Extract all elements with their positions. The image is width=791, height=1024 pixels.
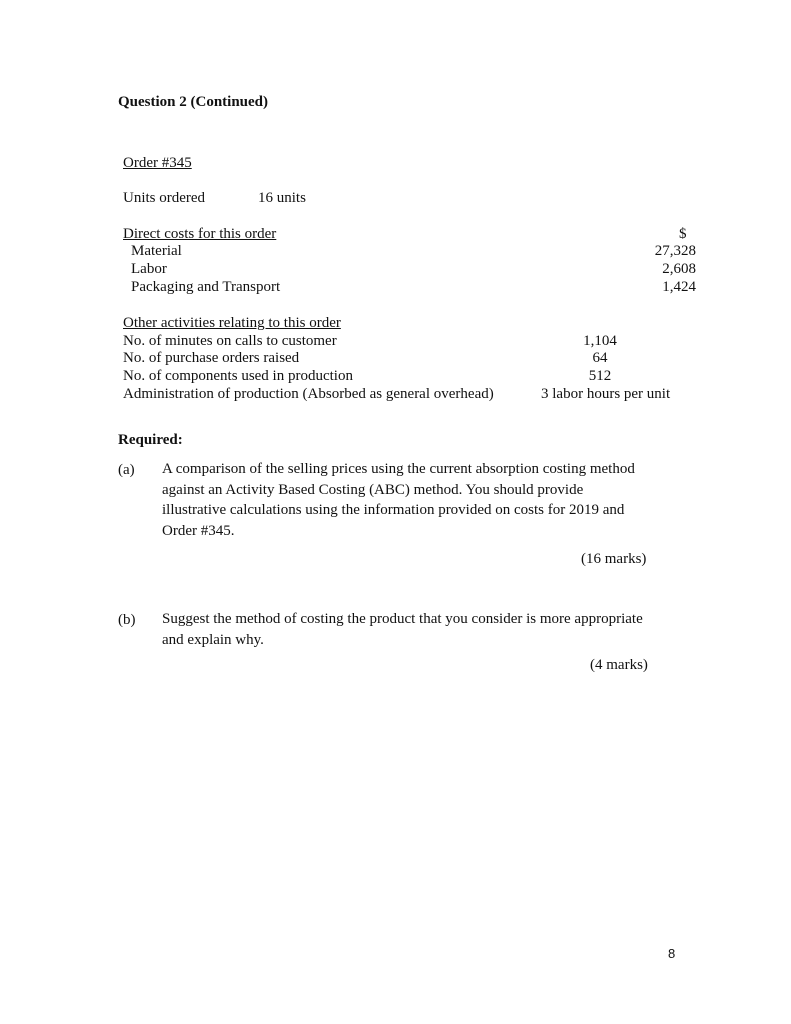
activity-value: 64 [592,350,608,366]
units-ordered-value: 16 units [258,190,306,206]
direct-cost-label: Material [131,243,182,259]
direct-cost-label: Packaging and Transport [131,279,281,295]
marks-label: (4 marks) [590,657,648,673]
activity-value: 512 [588,368,612,384]
part-text-line: against an Activity Based Costing (ABC) method. You should provide [162,481,584,498]
part-text-line: illustrative calculations using the information provided on costs for 2019 and [162,502,625,518]
activity-label: No. of minutes on calls to customer [123,333,337,349]
direct-costs-title: Direct costs for this order [123,226,277,242]
part-text-line: and explain why. [162,631,264,648]
activity-label: Administration of production (Absorbed as general overhead) [123,386,494,402]
part-text-line: Suggest the method of costing the product that you consider is more appropriate [162,611,643,627]
order-title: Order #345 [123,155,192,171]
part-marker: (b) [118,612,136,628]
part-a-text [162,459,635,541]
question-heading: Question 2 (Continued) [118,94,269,110]
other-activities-title: Other activities relating to this order [123,315,341,331]
required-heading: Required: [118,432,183,448]
part-text-line: A comparison of the selling prices using the current absorption costing method [162,461,635,477]
direct-cost-label: Labor [131,261,167,277]
activity-value: 3 labor hours per unit [541,386,671,402]
currency-symbol: $ [679,226,687,242]
units-ordered-label: Units ordered [123,190,206,206]
direct-cost-value: 2,608 [662,261,696,277]
marks-label: (16 marks) [581,551,647,567]
activity-label: No. of components used in production [123,368,353,384]
part-b-text [162,609,643,650]
part-text-line: Order #345. [162,522,235,539]
activity-label: No. of purchase orders raised [123,350,300,366]
direct-cost-value: 1,424 [662,279,696,295]
direct-cost-value: 27,328 [654,243,696,259]
page-number: 8 [668,946,676,961]
part-marker: (a) [118,462,135,478]
activity-value: 1,104 [583,333,617,349]
